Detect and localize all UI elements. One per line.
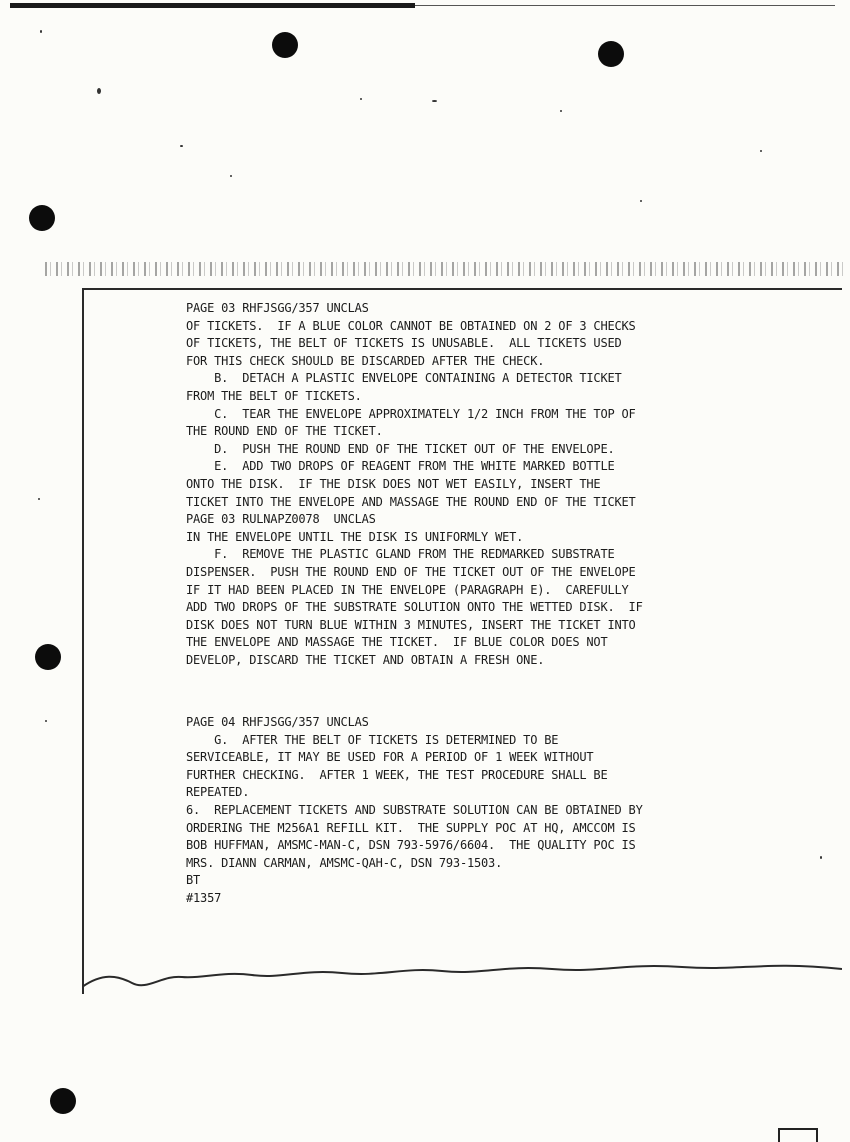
content-border-left: [82, 288, 84, 994]
text-line: THE ENVELOPE AND MASSAGE THE TICKET. IF BLUE COLOR DOES NOT: [186, 635, 608, 650]
text-line: SERVICEABLE, IT MAY BE USED FOR A PERIOD OF 1 WEEK WITHOUT: [186, 750, 594, 765]
text-line: B. DETACH A PLASTIC ENVELOPE CONTAINING A DETECTOR TICKET: [186, 371, 622, 386]
text-line: MRS. DIANN CARMAN, AMSMC-QAH-C, DSN 793-1503.: [186, 855, 503, 870]
content-border-top: [82, 288, 842, 290]
text-line: IN THE ENVELOPE UNTIL THE DISK IS UNIFORMLY WET.: [186, 529, 524, 544]
top-rule: [10, 3, 415, 8]
text-line: OF TICKETS, THE BELT OF TICKETS IS UNUSABLE. ALL TICKETS USED: [186, 336, 622, 351]
message-page-04: [186, 714, 643, 908]
text-line: PAGE 03 RULNAPZ0078 UNCLAS: [186, 512, 376, 527]
text-line: OF TICKETS. IF A BLUE COLOR CANNOT BE OBTAINED ON 2 OF 3 CHECKS: [186, 318, 636, 333]
text-line: TICKET INTO THE ENVELOPE AND MASSAGE THE ROUND END OF THE TICKET: [186, 494, 636, 509]
corner-mark: [778, 1128, 818, 1142]
scan-noise-band: [45, 262, 845, 276]
scan-speck: [432, 100, 437, 102]
punch-hole: [272, 32, 298, 58]
text-line: THE ROUND END OF THE TICKET.: [186, 424, 383, 439]
text-line: E. ADD TWO DROPS OF REAGENT FROM THE WHITE MARKED BOTTLE: [186, 459, 615, 474]
text-line: REPEATED.: [186, 785, 250, 800]
punch-hole: [29, 205, 55, 231]
scan-speck: [40, 30, 42, 33]
text-line: ORDERING THE M256A1 REFILL KIT. THE SUPPLY POC AT HQ, AMCCOM IS: [186, 820, 636, 835]
text-line: FROM THE BELT OF TICKETS.: [186, 388, 362, 403]
text-line: #1357: [186, 890, 222, 905]
text-line: 6. REPLACEMENT TICKETS AND SUBSTRATE SOLUTION CAN BE OBTAINED BY: [186, 802, 643, 817]
scan-speck: [560, 110, 562, 112]
scan-speck: [230, 175, 232, 177]
scan-speck: [760, 150, 762, 152]
text-line: DISK DOES NOT TURN BLUE WITHIN 3 MINUTES, INSERT THE TICKET INTO: [186, 617, 636, 632]
text-line: BOB HUFFMAN, AMSMC-MAN-C, DSN 793-5976/6604. THE QUALITY POC IS: [186, 838, 636, 853]
torn-edge-line: [82, 955, 842, 1005]
scan-speck: [640, 200, 642, 202]
scan-speck: [38, 498, 40, 500]
scan-speck: [820, 856, 822, 859]
text-line: ONTO THE DISK. IF THE DISK DOES NOT WET EASILY, INSERT THE: [186, 476, 601, 491]
text-line: FOR THIS CHECK SHOULD BE DISCARDED AFTER THE CHECK.: [186, 353, 545, 368]
scan-speck: [97, 88, 101, 94]
text-line: PAGE 03 RHFJSGG/357 UNCLAS: [186, 301, 369, 315]
scan-speck: [45, 720, 47, 722]
text-line: PAGE 04 RHFJSGG/357 UNCLAS: [186, 715, 369, 729]
top-rule-thin: [415, 5, 835, 6]
text-line: DEVELOP, DISCARD THE TICKET AND OBTAIN A FRESH ONE.: [186, 652, 545, 667]
text-line: BT: [186, 873, 201, 888]
punch-hole: [50, 1088, 76, 1114]
text-line: D. PUSH THE ROUND END OF THE TICKET OUT OF THE ENVELOPE.: [186, 441, 615, 456]
text-line: DISPENSER. PUSH THE ROUND END OF THE TICKET OUT OF THE ENVELOPE: [186, 564, 636, 579]
punch-hole: [35, 644, 61, 670]
text-line: FURTHER CHECKING. AFTER 1 WEEK, THE TEST PROCEDURE SHALL BE: [186, 767, 608, 782]
message-page-03: [186, 300, 643, 669]
text-line: IF IT HAD BEEN PLACED IN THE ENVELOPE (PARAGRAPH E). CAREFULLY: [186, 582, 629, 597]
punch-hole: [598, 41, 624, 67]
text-line: C. TEAR THE ENVELOPE APPROXIMATELY 1/2 INCH FROM THE TOP OF: [186, 406, 636, 421]
scan-speck: [180, 145, 183, 147]
text-line: ADD TWO DROPS OF THE SUBSTRATE SOLUTION ONTO THE WETTED DISK. IF: [186, 600, 643, 615]
text-line: G. AFTER THE BELT OF TICKETS IS DETERMINED TO BE: [186, 732, 559, 747]
scan-speck: [360, 98, 362, 100]
text-line: F. REMOVE THE PLASTIC GLAND FROM THE REDMARKED SUBSTRATE: [186, 547, 615, 562]
